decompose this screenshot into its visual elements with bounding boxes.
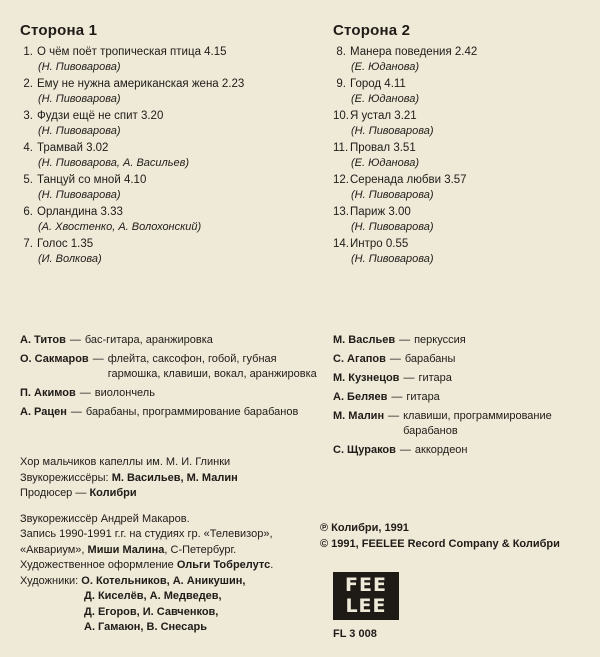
musician-role: аккордеон xyxy=(414,444,468,456)
track-title-line xyxy=(333,77,593,92)
credit-dash: — xyxy=(391,391,403,403)
musicians-left xyxy=(20,333,320,424)
recording-info-1: Запись 1990-1991 г.г. на студиях гр. «Телевизор», xyxy=(20,528,273,540)
design-name: Ольги Тобрелутс xyxy=(176,559,271,571)
credit-dash: — xyxy=(389,353,401,365)
copyright-notice: © 1991, FEELEE Record Company & Колибри xyxy=(320,538,560,550)
musician-name: А. Рацен xyxy=(20,406,67,418)
track-number: 8. xyxy=(336,46,346,58)
track-number: 11. xyxy=(333,142,349,154)
musician-name: О. Сакмаров xyxy=(20,353,89,365)
track-item xyxy=(20,173,320,202)
musician-role: клавиши, программирование барабанов xyxy=(403,410,552,437)
track-title: Голос 1.35 xyxy=(37,238,94,250)
track-number: 14. xyxy=(333,238,349,250)
track-title-line xyxy=(20,237,320,252)
track-title-line xyxy=(20,109,320,124)
track-title: Фудзи ещё не спит 3.20 xyxy=(37,110,164,122)
artists-line-2: Д. Киселёв, А. Медведев, xyxy=(84,590,222,602)
track-item xyxy=(20,141,320,170)
track-author: (Н. Пивоварова) xyxy=(38,189,121,201)
track-title: Я устал 3.21 xyxy=(350,110,417,122)
track-number: 2. xyxy=(23,78,33,90)
musician-role: флейта, саксофон, гобой, губная гармошка, клавиши, вокал, аранжировка xyxy=(107,353,317,380)
track-item xyxy=(20,205,320,234)
musician-credit xyxy=(333,352,593,367)
track-item xyxy=(333,173,593,202)
track-author: (А. Хвостенко, А. Волохонский) xyxy=(38,221,202,233)
logo-bottom: LEE xyxy=(345,595,387,617)
recording-studio: «Аквариум», xyxy=(20,543,88,556)
track-item xyxy=(20,45,320,74)
track-item xyxy=(20,237,320,266)
musician-credit xyxy=(333,390,593,405)
musician-credit xyxy=(333,333,593,348)
musician-credit xyxy=(333,371,593,386)
producer-label: Продюсер xyxy=(20,487,73,499)
track-item xyxy=(333,45,593,74)
credit-dash: — xyxy=(70,406,82,418)
track-number: 6. xyxy=(23,206,33,218)
track-number: 5. xyxy=(23,174,33,186)
side-2-tracklist xyxy=(333,22,593,269)
track-item xyxy=(333,109,593,138)
track-title-line xyxy=(333,141,593,156)
track-title-line xyxy=(333,173,593,188)
artists-line-4: А. Гамаюн, В. Снесарь xyxy=(84,621,207,633)
track-author: (Н. Пивоварова) xyxy=(351,253,434,265)
track-title: Интро 0.55 xyxy=(350,238,409,250)
track-title: Провал 3.51 xyxy=(350,142,416,154)
track-author: (Н. Пивоварова) xyxy=(351,221,434,233)
track-title: Орландина 3.33 xyxy=(37,206,123,218)
producer-credit xyxy=(20,486,330,502)
track-item xyxy=(20,109,320,138)
track-title-line xyxy=(333,45,593,60)
track-title: Серенада любви 3.57 xyxy=(350,174,467,186)
track-title-line xyxy=(20,173,320,188)
musician-name: М. Кузнецов xyxy=(333,372,400,384)
track-title: О чём поёт тропическая птица 4.15 xyxy=(37,46,227,58)
track-title: Танцуй со мной 4.10 xyxy=(37,174,147,186)
credit-dash: — xyxy=(79,387,91,399)
musician-credit xyxy=(20,405,320,420)
musician-credit xyxy=(333,409,593,439)
track-title-line xyxy=(333,205,593,220)
musician-name: М. Васльев xyxy=(333,334,396,346)
musician-credit xyxy=(333,443,593,458)
track-author: (Е. Юданова) xyxy=(351,93,420,105)
artists-credit xyxy=(20,574,330,590)
track-number: 7. xyxy=(23,238,33,250)
track-title-line xyxy=(333,109,593,124)
sound-director: Звукорежиссёр Андрей Макаров. xyxy=(20,512,190,525)
track-title: Трамвай 3.02 xyxy=(37,142,109,154)
credit-dash: — xyxy=(69,334,81,346)
artists-line-3: Д. Егоров, И. Савченков, xyxy=(84,605,219,618)
credit-dash: — xyxy=(388,410,400,422)
track-item xyxy=(333,205,593,234)
rights-info xyxy=(320,520,590,552)
design-end: . xyxy=(270,559,274,571)
credit-dash: — xyxy=(399,334,411,346)
logo-top: FEE xyxy=(345,574,387,596)
side-1-tracklist xyxy=(20,22,320,269)
musician-name: П. Акимов xyxy=(20,387,76,399)
musician-role: виолончель xyxy=(94,387,155,399)
engineers-credit xyxy=(20,471,330,487)
recording-city: , С-Петербург. xyxy=(164,543,237,556)
musician-role: барабаны xyxy=(404,353,456,365)
track-title-line xyxy=(20,77,320,92)
catalog-number: FL 3 008 xyxy=(333,628,377,640)
musician-role: гитара xyxy=(418,372,452,384)
track-number: 3. xyxy=(23,110,33,122)
side-1-title: Сторона 1 xyxy=(20,22,98,39)
engineers-names: М. Васильев, М. Малин xyxy=(111,471,238,484)
phonogram-notice: ℗ Колибри, 1991 xyxy=(320,522,409,534)
design-label: Художественное оформление xyxy=(20,559,177,571)
track-title-line xyxy=(20,141,320,156)
track-number: 1. xyxy=(23,46,33,58)
track-item xyxy=(333,237,593,266)
musicians-right xyxy=(333,333,593,462)
track-title: Город 4.11 xyxy=(350,78,406,90)
track-author: (Н. Пивоварова) xyxy=(38,125,121,137)
track-author: (Н. Пивоварова) xyxy=(351,125,434,137)
track-title-line xyxy=(20,205,320,220)
design-credit xyxy=(20,558,330,574)
musician-name: А. Беляев xyxy=(333,391,388,403)
production-credits xyxy=(20,455,330,646)
feelee-logo xyxy=(333,572,399,620)
musician-credit xyxy=(20,352,320,382)
track-item xyxy=(20,77,320,106)
track-author: (Н. Пивоварова) xyxy=(351,189,434,201)
musician-credit xyxy=(20,333,320,348)
musician-name: С. Щураков xyxy=(333,444,396,456)
track-number: 9. xyxy=(336,78,346,90)
musician-role: барабаны, программирование барабанов xyxy=(85,406,299,418)
track-number: 12. xyxy=(333,174,349,186)
track-title: Ему не нужна американская жена 2.23 xyxy=(37,78,245,90)
producer-name: Колибри xyxy=(89,487,137,499)
track-author: (Н. Пивоварова) xyxy=(38,93,121,105)
credit-dash: — xyxy=(92,353,104,365)
track-author: (Н. Пивоварова) xyxy=(38,61,121,73)
track-item xyxy=(333,141,593,170)
musician-name: С. Агапов xyxy=(333,353,386,365)
track-title-line xyxy=(20,45,320,60)
musician-role: гитара xyxy=(406,391,440,403)
engineers-label: Звукорежиссёры: xyxy=(20,471,109,484)
track-number: 13. xyxy=(333,206,349,218)
track-title: Манера поведения 2.42 xyxy=(350,46,478,58)
side-2-title: Сторона 2 xyxy=(333,22,411,39)
producer-dash: — xyxy=(75,487,87,499)
track-author: (И. Волкова) xyxy=(38,253,102,265)
credit-dash: — xyxy=(399,444,411,456)
choir-credit: Хор мальчиков капеллы им. М. И. Глинки xyxy=(20,456,231,468)
musician-name: М. Малин xyxy=(333,410,385,422)
track-author: (Н. Пивоварова, А. Васильев) xyxy=(38,157,190,169)
track-author: (Е. Юданова) xyxy=(351,157,420,169)
recording-info-2 xyxy=(20,543,330,559)
artists-line-1: О. Котельников, А. Аникушин, xyxy=(81,574,246,587)
track-number: 10. xyxy=(333,110,349,122)
recording-studio-malin: Миши Малина xyxy=(87,543,165,556)
artists-label: Художники: xyxy=(20,574,82,587)
musician-role: перкуссия xyxy=(414,334,466,346)
track-title: Париж 3.00 xyxy=(350,206,411,218)
musician-credit xyxy=(20,386,320,401)
musician-name: А. Титов xyxy=(20,334,66,346)
credit-dash: — xyxy=(403,372,415,384)
musician-role: бас-гитара, аранжировка xyxy=(84,334,213,346)
track-number: 4. xyxy=(23,142,33,154)
track-author: (Е. Юданова) xyxy=(351,61,420,73)
track-item xyxy=(333,77,593,106)
track-title-line xyxy=(333,237,593,252)
